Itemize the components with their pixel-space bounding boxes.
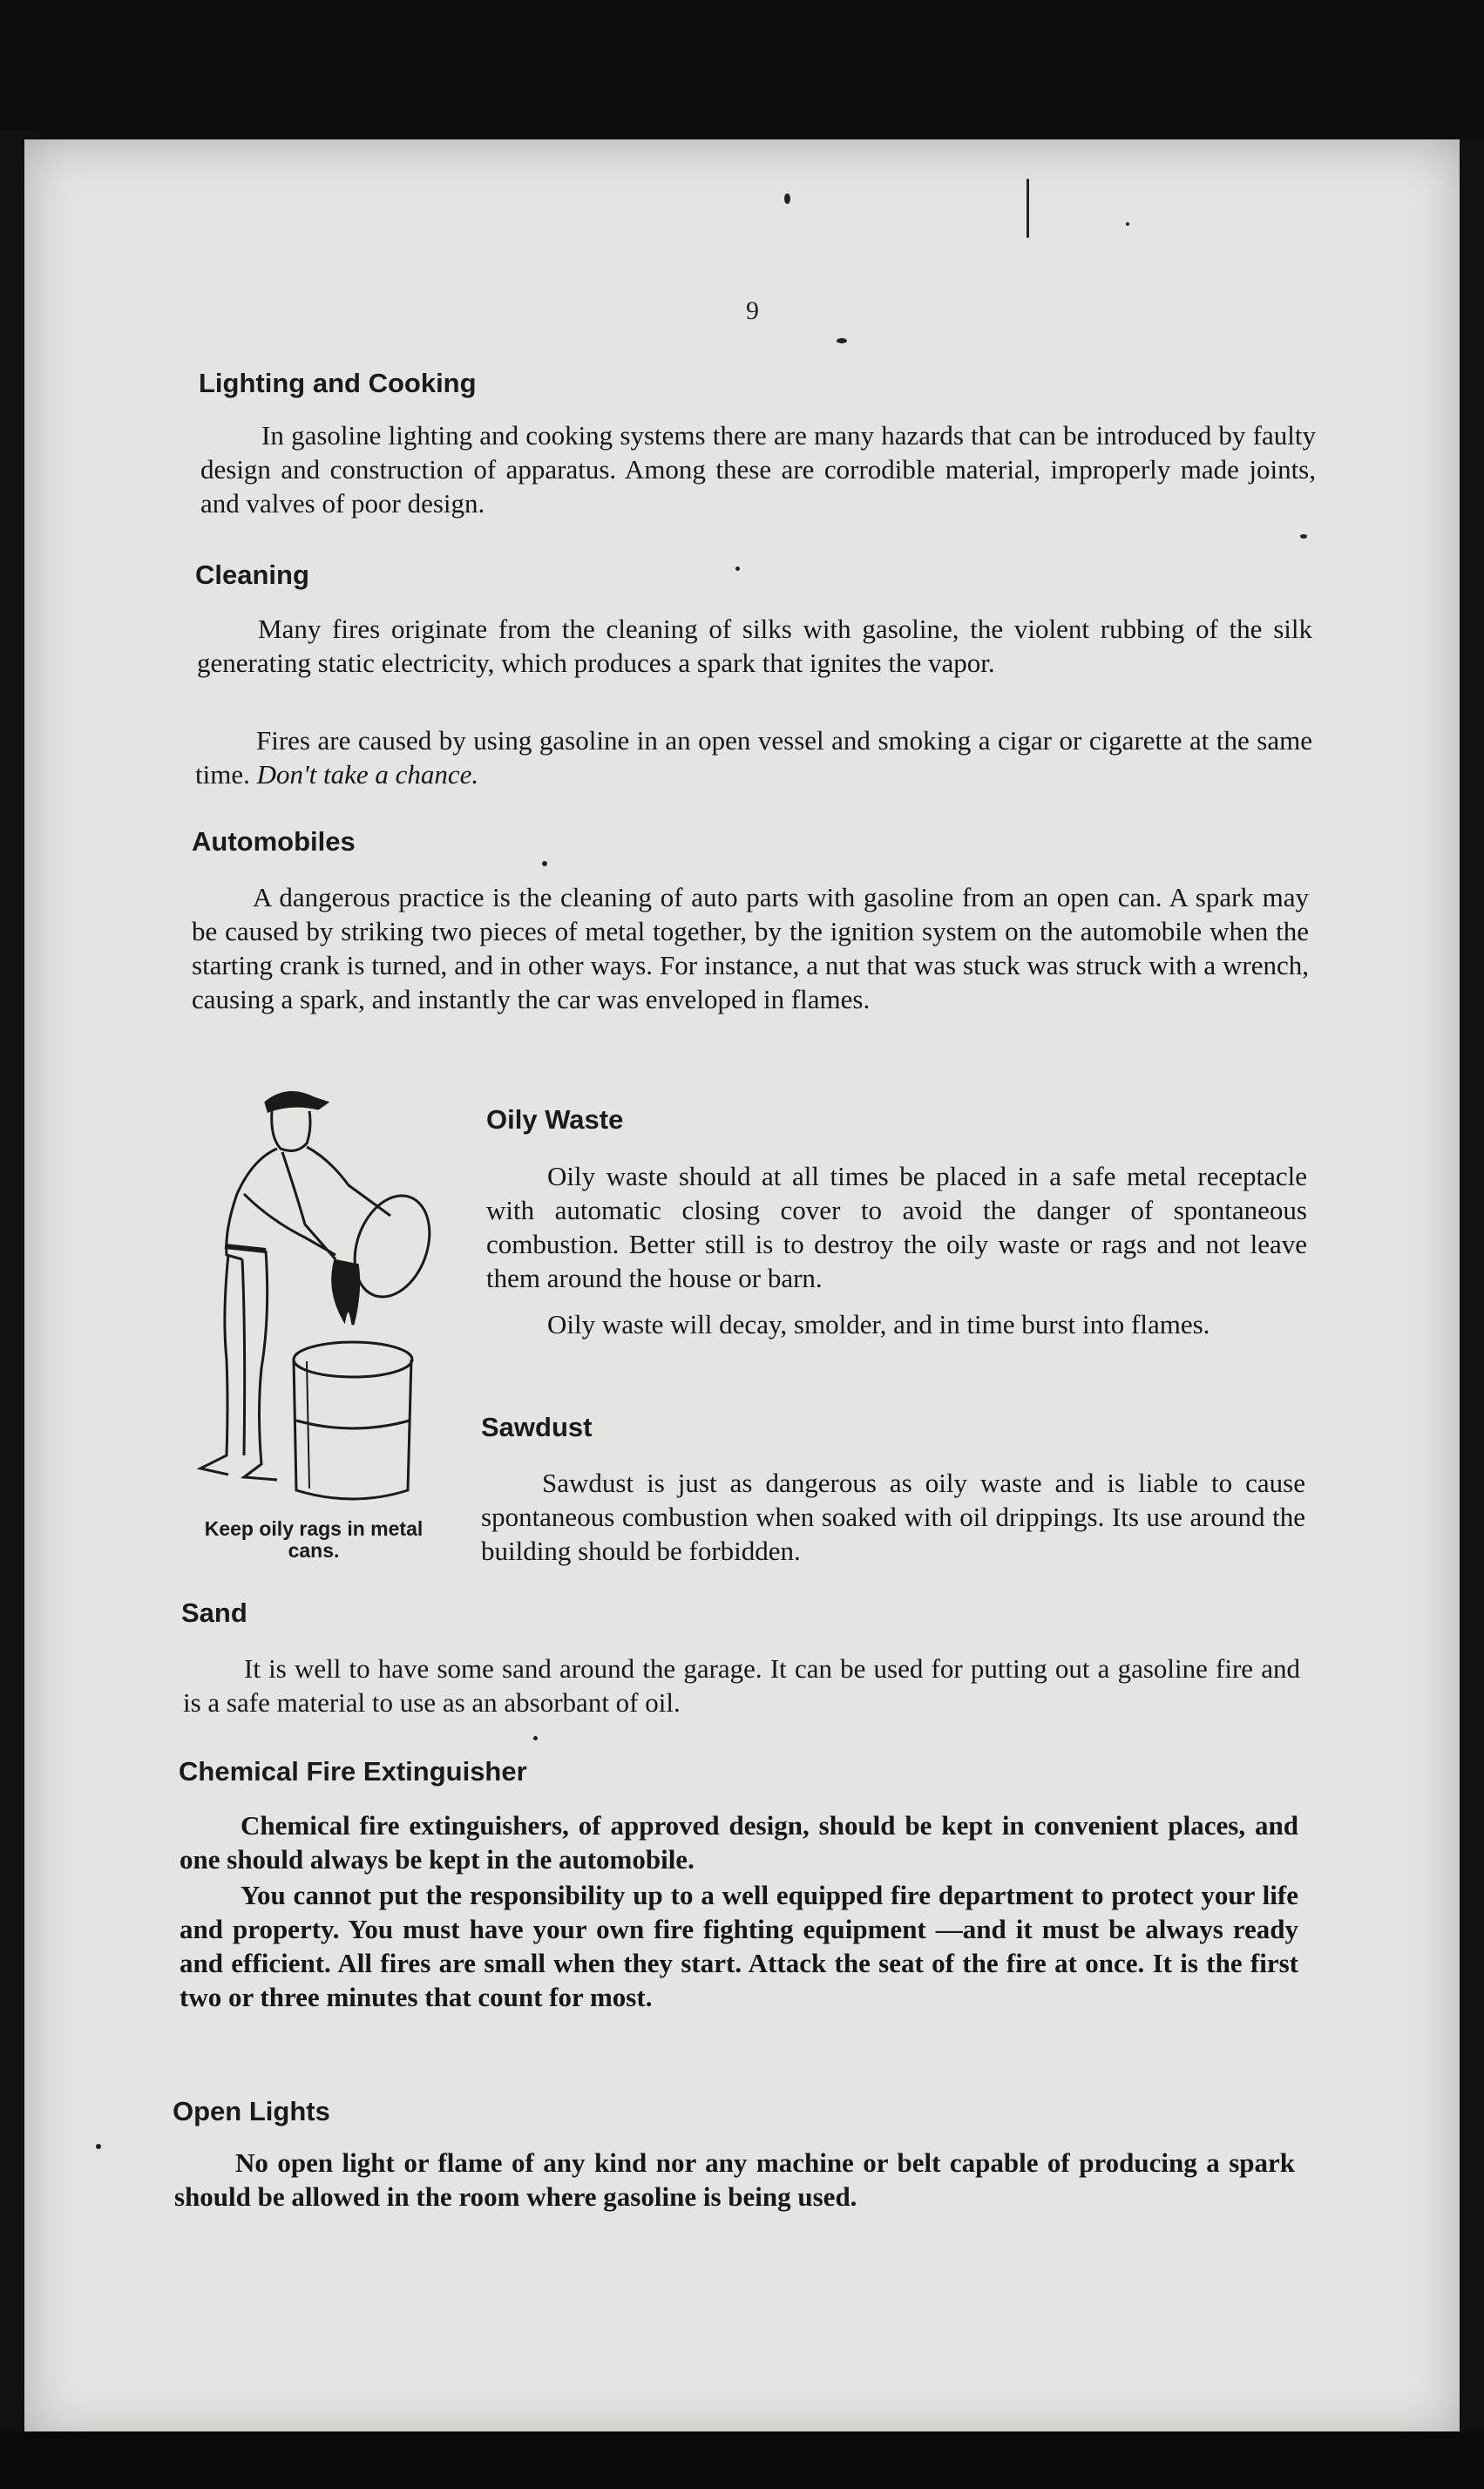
- page-number: 9: [746, 296, 759, 325]
- paragraph-lighting: In gasoline lighting and cooking systems there are many hazards that can be introduced by faulty design and construction of apparatus. Among these are corrodible material, improperly made joints, and valves of poor design.: [200, 420, 1316, 519]
- heading-cleaning: Cleaning: [195, 560, 309, 590]
- heading-lighting-and-cooking: Lighting and Cooking: [199, 368, 477, 398]
- scan-speck: [1300, 534, 1307, 539]
- paragraph-chemical-1: Chemical fire extinguishers, of approved design, should be kept in convenient places, and one should always be kept in the automobile.: [180, 1810, 1298, 1875]
- scan-border-right: [1460, 139, 1484, 2440]
- cleaning-text: Fires are caused by using gasoline in an open vessel and smoking a cigar or cigarette at the same time.: [195, 725, 1312, 790]
- paragraph-cleaning-2: [195, 723, 1312, 791]
- paragraph-oily-waste-1: Oily waste should at all times be placed in a safe metal receptacle with automatic closing cover to avoid the danger of spontaneous combustion. Better still is to destroy the oily waste or rags and not leave them around the house or barn.: [486, 1161, 1307, 1293]
- scan-speck: [96, 2144, 101, 2149]
- paragraph-sand: It is well to have some sand around the garage. It can be used for putting out a gasoline fire and is a safe material to use as an absorbant of oil.: [183, 1653, 1300, 1718]
- scan-speck: [1126, 222, 1129, 226]
- heading-sawdust: Sawdust: [481, 1412, 593, 1442]
- heading-open-lights: Open Lights: [173, 2096, 330, 2126]
- scan-border-bottom: [0, 2431, 1484, 2489]
- heading-sand: Sand: [181, 1597, 247, 1628]
- heading-oily-waste: Oily Waste: [486, 1104, 624, 1135]
- illustration-caption: Keep oily rags in metal cans.: [204, 1517, 424, 1562]
- scan-speck: [542, 861, 547, 866]
- scan-speck: [533, 1736, 538, 1740]
- paragraph-chemical-2: You cannot put the responsibility up to a well equipped fire department to protect your life and property. You must have your own fire fighting equipment —and it must be always ready and efficient. All fires are small when they start. Attack the seat of the fire at once. It is the first two or three minutes that count for most.: [180, 1880, 1298, 2012]
- paragraph-sawdust: Sawdust is just as dangerous as oily waste and is liable to cause spontaneous combustion when soaked with oil drippings. Its use around the building should be forbidden.: [481, 1468, 1305, 1566]
- scan-speck: [837, 338, 847, 343]
- cleaning-italic-warning: Don't take a chance.: [256, 759, 479, 790]
- scan-speck: [735, 566, 740, 571]
- scan-speck: [784, 193, 790, 204]
- paragraph-automobiles: A dangerous practice is the cleaning of auto parts with gasoline from an open can. A spark may be caused by striking two pieces of metal together, by the ignition system on the automobile when the starting crank is turned, and in other ways. For instance, a nut that was stuck was struck with a wrench, causing a spark, and instantly the car was enveloped in flames.: [192, 882, 1309, 1014]
- man-with-oily-rags-illustration: [174, 1072, 471, 1516]
- paragraph-oily-waste-2: Oily waste will decay, smolder, and in time burst into flames.: [547, 1309, 1210, 1339]
- heading-chemical-fire-extinguisher: Chemical Fire Extinguisher: [179, 1756, 527, 1787]
- scan-speck: [1027, 179, 1029, 238]
- paragraph-cleaning-1: Many fires originate from the cleaning of silks with gasoline, the violent rubbing of the silk generating static electricity, which produces a spark that ignites the vapor.: [197, 614, 1312, 678]
- paragraph-open-lights: No open light or flame of any kind nor any machine or belt capable of producing a spark should be allowed in the room where gasoline is being used.: [174, 2147, 1295, 2212]
- heading-automobiles: Automobiles: [192, 826, 356, 857]
